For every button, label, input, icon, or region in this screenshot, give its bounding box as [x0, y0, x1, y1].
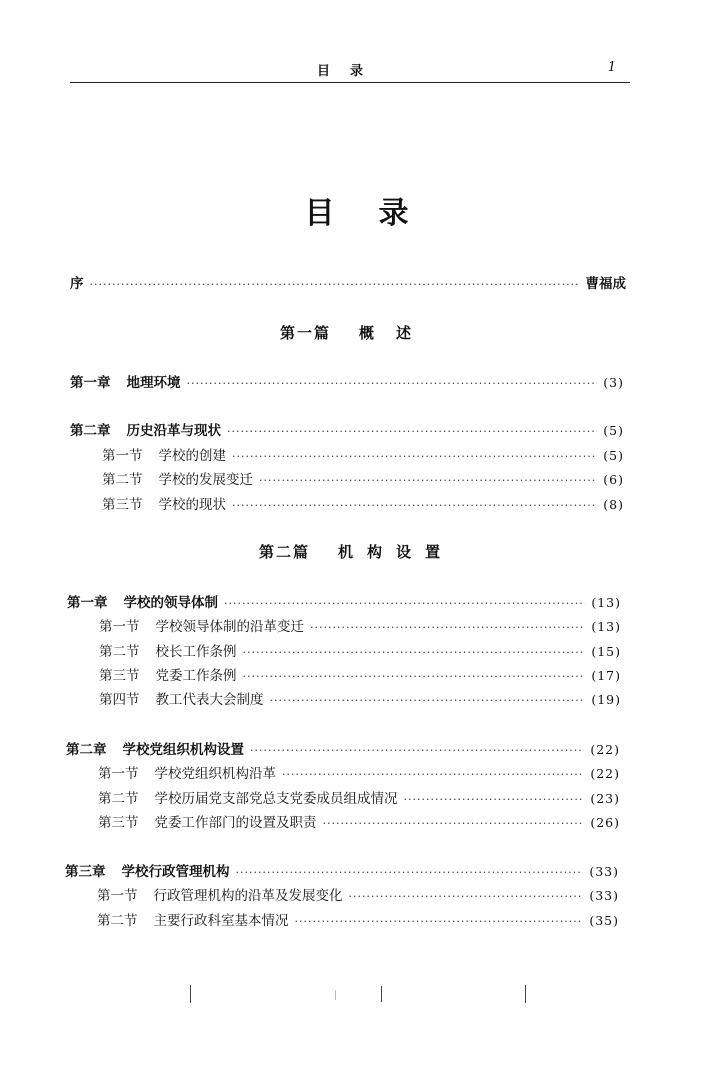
- page-number: (15): [591, 644, 621, 659]
- toc-chapter-entry[interactable]: [67, 591, 621, 611]
- toc-entry-preface[interactable]: [70, 272, 626, 292]
- page-number: (13): [591, 619, 621, 634]
- dot-leader: [224, 597, 585, 610]
- section-title: 行政管理机构的沿革及发展变化: [153, 888, 343, 904]
- toc-section-entry[interactable]: [99, 640, 621, 660]
- toc-section-entry[interactable]: [98, 811, 620, 831]
- section-number: 第一节: [98, 766, 139, 782]
- dot-leader: [232, 499, 597, 512]
- dot-leader: [270, 694, 586, 707]
- section-number: 第一节: [102, 448, 143, 464]
- page-number: (13): [591, 595, 621, 610]
- toc-chapter-entry[interactable]: [66, 738, 620, 758]
- dot-leader: [187, 377, 598, 390]
- dot-leader: [282, 768, 584, 781]
- toc-section-entry[interactable]: [97, 884, 619, 904]
- page-number: (35): [589, 913, 619, 928]
- page-number: (33): [589, 888, 619, 903]
- section-number: 第三节: [98, 815, 139, 831]
- scan-mark: [190, 985, 191, 1003]
- toc-entry-label: 序: [70, 276, 84, 292]
- part-heading: [0, 541, 713, 562]
- running-head-title: 目录: [316, 64, 383, 79]
- dot-leader: [310, 621, 585, 634]
- chapter-number: 第三章: [65, 864, 106, 880]
- page-number: (5): [603, 448, 624, 463]
- toc-section-entry[interactable]: [102, 493, 624, 513]
- toc-section-entry[interactable]: [102, 444, 624, 464]
- page-number: (33): [589, 864, 619, 879]
- part-number: 第一篇: [279, 324, 331, 342]
- section-title: 教工代表大会制度: [155, 692, 264, 708]
- page-number: (8): [603, 497, 624, 512]
- section-number: 第一节: [99, 619, 140, 635]
- preface-author: 曹福成: [585, 276, 626, 292]
- chapter-number: 第二章: [70, 423, 111, 439]
- toc-section-entry[interactable]: [98, 787, 620, 807]
- section-title: 党委工作部门的设置及职责: [154, 815, 317, 831]
- toc-chapter-entry[interactable]: [70, 419, 624, 439]
- chapter-title: 学校行政管理机构: [121, 864, 230, 880]
- dot-leader: [404, 793, 585, 806]
- page-number: (19): [591, 692, 621, 707]
- dot-leader: [259, 474, 597, 487]
- dot-leader: [236, 866, 584, 879]
- section-number: 第三节: [99, 668, 140, 684]
- toc-section-entry[interactable]: [99, 664, 621, 684]
- part-name: 机构设置: [338, 543, 455, 561]
- scan-mark: [381, 986, 382, 1002]
- section-title: 学校的发展变迁: [158, 472, 253, 488]
- part-name: 概述: [359, 324, 434, 342]
- part-number: 第二篇: [258, 543, 310, 561]
- dot-leader: [323, 817, 585, 830]
- section-number: 第二节: [97, 913, 138, 929]
- section-title: 学校党组织机构沿革: [154, 766, 276, 782]
- section-title: 学校领导体制的沿革变迁: [155, 619, 304, 635]
- dot-leader: [243, 646, 586, 659]
- dot-leader: [295, 915, 584, 928]
- page-number: (23): [590, 791, 620, 806]
- chapter-title: 历史沿革与现状: [126, 423, 221, 439]
- dot-leader: [90, 278, 580, 291]
- section-title: 主要行政科室基本情况: [153, 913, 289, 929]
- chapter-title: 地理环境: [126, 375, 181, 391]
- toc-section-entry[interactable]: [102, 468, 624, 488]
- chapter-title: 学校的领导体制: [123, 595, 218, 611]
- scan-mark: [335, 990, 336, 1000]
- toc-section-entry[interactable]: [97, 909, 619, 929]
- section-title: 学校的创建: [158, 448, 226, 464]
- toc-section-entry[interactable]: [99, 615, 621, 635]
- page-number: (17): [591, 668, 621, 683]
- section-number: 第三节: [102, 497, 143, 513]
- section-number: 第一节: [97, 888, 138, 904]
- section-number: 第四节: [99, 692, 140, 708]
- page-title: 目录: [304, 196, 453, 231]
- page-number: (22): [590, 766, 620, 781]
- toc-section-entry[interactable]: [98, 762, 620, 782]
- section-title: 学校历届党支部党总支党委成员组成情况: [154, 791, 398, 807]
- section-number: 第二节: [102, 472, 143, 488]
- chapter-title: 学校党组织机构设置: [122, 742, 244, 758]
- page-number: (26): [590, 815, 620, 830]
- scan-mark: [525, 985, 526, 1003]
- page-number: (22): [590, 742, 620, 757]
- section-title: 校长工作条例: [155, 644, 237, 660]
- part-heading: [0, 322, 713, 343]
- section-title: 党委工作条例: [155, 668, 237, 684]
- toc-chapter-entry[interactable]: [65, 860, 619, 880]
- running-header: [70, 58, 630, 83]
- toc-section-entry[interactable]: [99, 688, 621, 708]
- chapter-number: 第一章: [70, 375, 111, 391]
- dot-leader: [250, 744, 584, 757]
- chapter-number: 第二章: [66, 742, 107, 758]
- dot-leader: [232, 450, 597, 463]
- section-number: 第二节: [99, 644, 140, 660]
- page-number: (3): [603, 375, 624, 390]
- page-number: (5): [603, 423, 624, 438]
- section-title: 学校的现状: [158, 497, 226, 513]
- section-number: 第二节: [98, 791, 139, 807]
- chapter-number: 第一章: [67, 595, 108, 611]
- page-number: (6): [603, 472, 624, 487]
- dot-leader: [227, 425, 597, 438]
- dot-leader: [243, 670, 586, 683]
- toc-chapter-entry[interactable]: [70, 371, 624, 391]
- running-head-page-number: 1: [607, 60, 616, 75]
- dot-leader: [349, 890, 584, 903]
